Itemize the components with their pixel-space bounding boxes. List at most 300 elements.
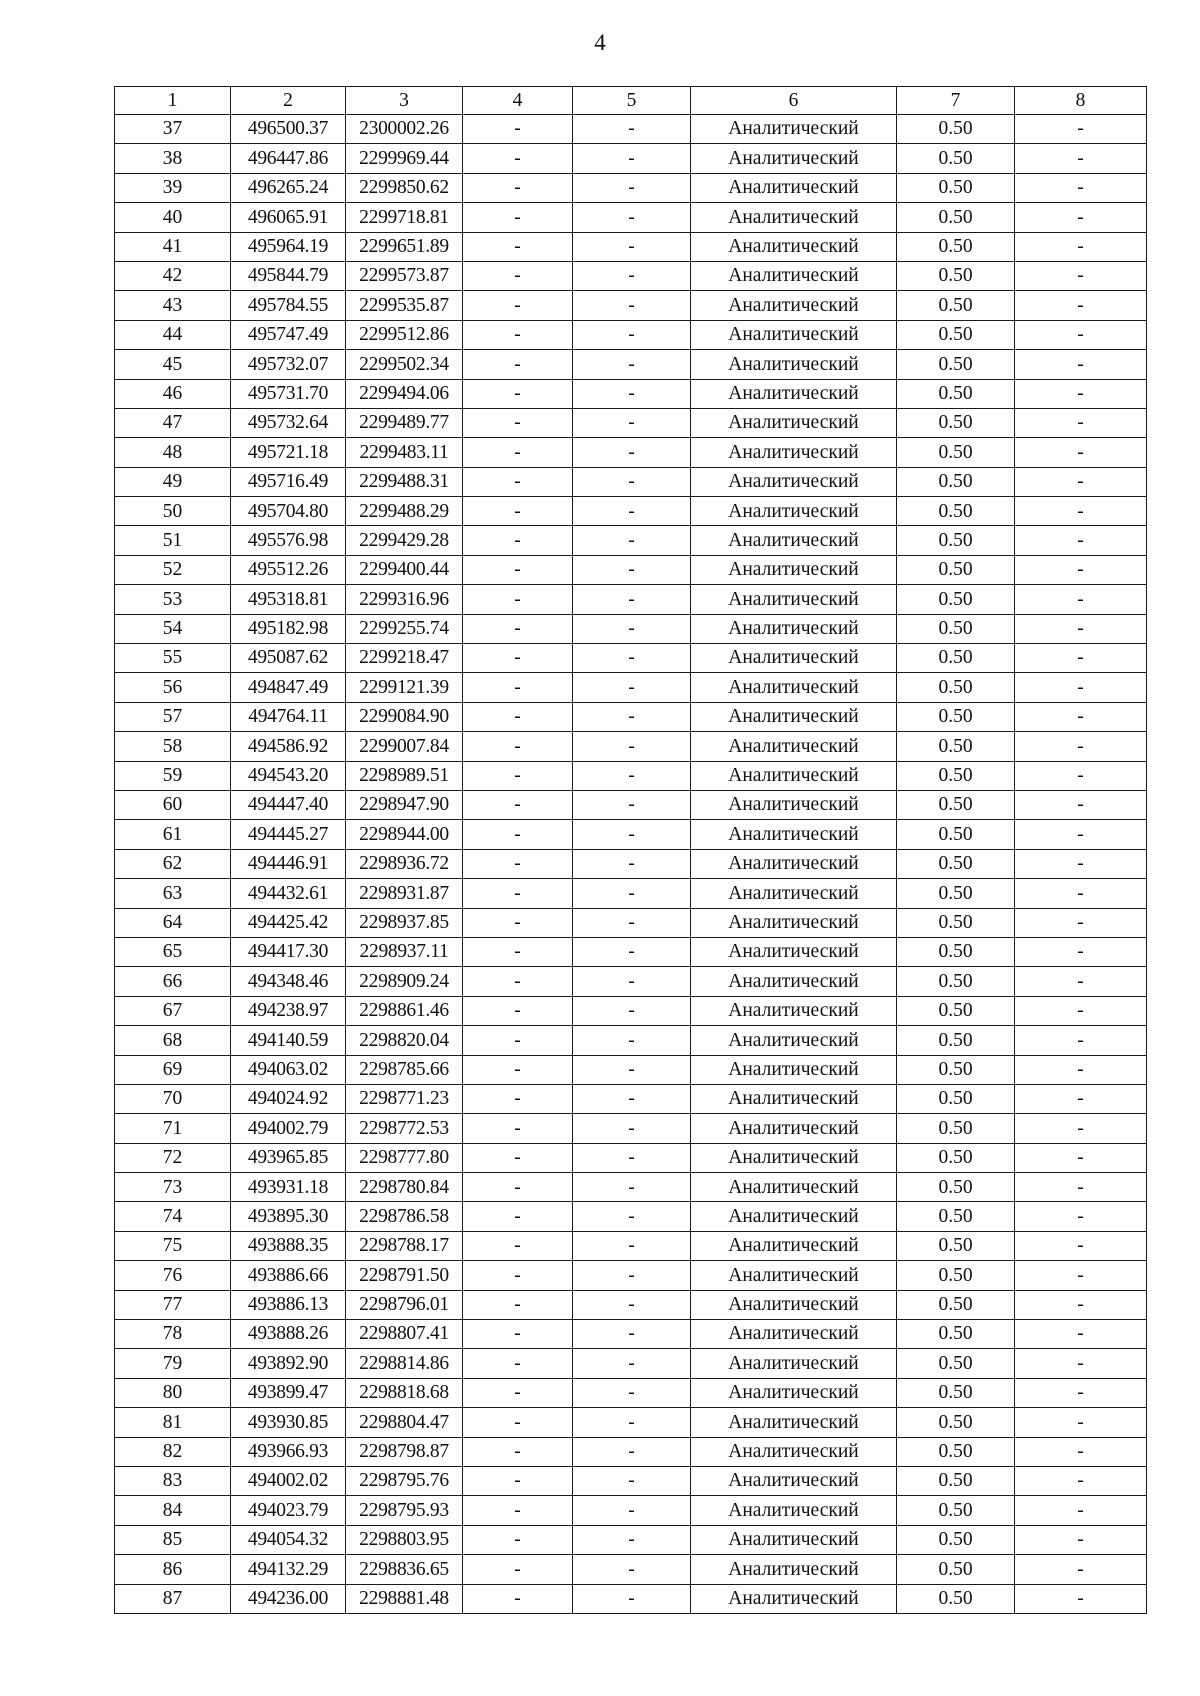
accuracy-cell: 0.50 <box>897 849 1015 878</box>
table-row <box>115 379 1147 408</box>
column-5-cell: - <box>573 614 691 643</box>
column-5-cell: - <box>573 1055 691 1084</box>
column-5-cell: - <box>573 1437 691 1466</box>
y-coordinate-cell: 2299502.34 <box>346 350 463 379</box>
column-5-cell: - <box>573 820 691 849</box>
x-coordinate-cell: 495318.81 <box>231 585 346 614</box>
point-number-cell: 41 <box>115 232 231 261</box>
column-8-cell: - <box>1015 320 1147 349</box>
x-coordinate-cell: 495721.18 <box>231 438 346 467</box>
column-5-cell: - <box>573 1026 691 1055</box>
x-coordinate-cell: 495784.55 <box>231 291 346 320</box>
column-5-cell: - <box>573 379 691 408</box>
column-8-cell: - <box>1015 1114 1147 1143</box>
method-cell: Аналитический <box>691 644 897 673</box>
point-number-cell: 87 <box>115 1584 231 1613</box>
header-cell-2: 2 <box>231 87 346 115</box>
table-row <box>115 1555 1147 1584</box>
x-coordinate-cell: 494447.40 <box>231 790 346 819</box>
accuracy-cell: 0.50 <box>897 1084 1015 1113</box>
x-coordinate-cell: 494236.00 <box>231 1584 346 1613</box>
x-coordinate-cell: 493965.85 <box>231 1143 346 1172</box>
column-8-cell: - <box>1015 1026 1147 1055</box>
column-8-cell: - <box>1015 1525 1147 1554</box>
accuracy-cell: 0.50 <box>897 732 1015 761</box>
accuracy-cell: 0.50 <box>897 261 1015 290</box>
point-number-cell: 76 <box>115 1261 231 1290</box>
accuracy-cell: 0.50 <box>897 1231 1015 1260</box>
table-row <box>115 1114 1147 1143</box>
column-4-cell: - <box>463 585 573 614</box>
point-number-cell: 70 <box>115 1084 231 1113</box>
method-cell: Аналитический <box>691 1143 897 1172</box>
column-5-cell: - <box>573 261 691 290</box>
method-cell: Аналитический <box>691 1026 897 1055</box>
table-row <box>115 790 1147 819</box>
table-row <box>115 115 1147 144</box>
accuracy-cell: 0.50 <box>897 555 1015 584</box>
column-5-cell: - <box>573 203 691 232</box>
table-row <box>115 1290 1147 1319</box>
x-coordinate-cell: 496065.91 <box>231 203 346 232</box>
column-5-cell: - <box>573 1408 691 1437</box>
column-8-cell: - <box>1015 673 1147 702</box>
x-coordinate-cell: 494445.27 <box>231 820 346 849</box>
y-coordinate-cell: 2299483.11 <box>346 438 463 467</box>
column-4-cell: - <box>463 614 573 643</box>
table-row <box>115 937 1147 966</box>
accuracy-cell: 0.50 <box>897 291 1015 320</box>
table-header-row <box>115 87 1147 115</box>
x-coordinate-cell: 494132.29 <box>231 1555 346 1584</box>
column-5-cell: - <box>573 1496 691 1525</box>
y-coordinate-cell: 2298795.76 <box>346 1466 463 1495</box>
point-number-cell: 38 <box>115 144 231 173</box>
x-coordinate-cell: 494446.91 <box>231 849 346 878</box>
table-row <box>115 526 1147 555</box>
method-cell: Аналитический <box>691 1496 897 1525</box>
table-row <box>115 1437 1147 1466</box>
column-8-cell: - <box>1015 144 1147 173</box>
column-4-cell: - <box>463 379 573 408</box>
method-cell: Аналитический <box>691 1466 897 1495</box>
y-coordinate-cell: 2298804.47 <box>346 1408 463 1437</box>
column-5-cell: - <box>573 1466 691 1495</box>
method-cell: Аналитический <box>691 497 897 526</box>
accuracy-cell: 0.50 <box>897 1026 1015 1055</box>
table-row <box>115 820 1147 849</box>
column-8-cell: - <box>1015 1261 1147 1290</box>
column-8-cell: - <box>1015 614 1147 643</box>
column-4-cell: - <box>463 1496 573 1525</box>
column-8-cell: - <box>1015 879 1147 908</box>
point-number-cell: 66 <box>115 967 231 996</box>
column-4-cell: - <box>463 1584 573 1613</box>
method-cell: Аналитический <box>691 967 897 996</box>
x-coordinate-cell: 494002.79 <box>231 1114 346 1143</box>
header-cell-4: 4 <box>463 87 573 115</box>
column-4-cell: - <box>463 967 573 996</box>
column-5-cell: - <box>573 467 691 496</box>
column-5-cell: - <box>573 790 691 819</box>
column-4-cell: - <box>463 1231 573 1260</box>
table-row <box>115 879 1147 908</box>
column-4-cell: - <box>463 1261 573 1290</box>
y-coordinate-cell: 2298798.87 <box>346 1437 463 1466</box>
accuracy-cell: 0.50 <box>897 967 1015 996</box>
y-coordinate-cell: 2300002.26 <box>346 115 463 144</box>
column-4-cell: - <box>463 526 573 555</box>
column-8-cell: - <box>1015 702 1147 731</box>
table-row <box>115 673 1147 702</box>
table-row <box>115 261 1147 290</box>
column-8-cell: - <box>1015 1496 1147 1525</box>
method-cell: Аналитический <box>691 1202 897 1231</box>
column-8-cell: - <box>1015 585 1147 614</box>
x-coordinate-cell: 494054.32 <box>231 1525 346 1554</box>
point-number-cell: 39 <box>115 173 231 202</box>
column-4-cell: - <box>463 115 573 144</box>
x-coordinate-cell: 494238.97 <box>231 996 346 1025</box>
point-number-cell: 49 <box>115 467 231 496</box>
accuracy-cell: 0.50 <box>897 996 1015 1025</box>
column-4-cell: - <box>463 291 573 320</box>
accuracy-cell: 0.50 <box>897 1143 1015 1172</box>
accuracy-cell: 0.50 <box>897 1408 1015 1437</box>
method-cell: Аналитический <box>691 261 897 290</box>
y-coordinate-cell: 2298796.01 <box>346 1290 463 1319</box>
column-5-cell: - <box>573 115 691 144</box>
y-coordinate-cell: 2298881.48 <box>346 1584 463 1613</box>
y-coordinate-cell: 2299489.77 <box>346 408 463 437</box>
x-coordinate-cell: 495704.80 <box>231 497 346 526</box>
table-row <box>115 908 1147 937</box>
accuracy-cell: 0.50 <box>897 1320 1015 1349</box>
x-coordinate-cell: 494847.49 <box>231 673 346 702</box>
column-4-cell: - <box>463 996 573 1025</box>
column-8-cell: - <box>1015 497 1147 526</box>
table-row <box>115 614 1147 643</box>
column-8-cell: - <box>1015 1143 1147 1172</box>
column-8-cell: - <box>1015 790 1147 819</box>
column-5-cell: - <box>573 1525 691 1554</box>
x-coordinate-cell: 493888.35 <box>231 1231 346 1260</box>
column-4-cell: - <box>463 937 573 966</box>
column-4-cell: - <box>463 673 573 702</box>
column-4-cell: - <box>463 1525 573 1554</box>
table-row <box>115 408 1147 437</box>
column-4-cell: - <box>463 232 573 261</box>
column-4-cell: - <box>463 438 573 467</box>
table-row <box>115 1261 1147 1290</box>
column-5-cell: - <box>573 555 691 584</box>
point-number-cell: 52 <box>115 555 231 584</box>
table-row <box>115 1408 1147 1437</box>
method-cell: Аналитический <box>691 1437 897 1466</box>
accuracy-cell: 0.50 <box>897 526 1015 555</box>
column-4-cell: - <box>463 173 573 202</box>
accuracy-cell: 0.50 <box>897 908 1015 937</box>
x-coordinate-cell: 495182.98 <box>231 614 346 643</box>
column-8-cell: - <box>1015 1437 1147 1466</box>
column-4-cell: - <box>463 820 573 849</box>
x-coordinate-cell: 496447.86 <box>231 144 346 173</box>
point-number-cell: 86 <box>115 1555 231 1584</box>
column-5-cell: - <box>573 937 691 966</box>
x-coordinate-cell: 493899.47 <box>231 1378 346 1407</box>
column-8-cell: - <box>1015 644 1147 673</box>
accuracy-cell: 0.50 <box>897 1496 1015 1525</box>
point-number-cell: 45 <box>115 350 231 379</box>
accuracy-cell: 0.50 <box>897 232 1015 261</box>
column-8-cell: - <box>1015 232 1147 261</box>
y-coordinate-cell: 2298803.95 <box>346 1525 463 1554</box>
column-8-cell: - <box>1015 1320 1147 1349</box>
y-coordinate-cell: 2298861.46 <box>346 996 463 1025</box>
point-number-cell: 67 <box>115 996 231 1025</box>
x-coordinate-cell: 495087.62 <box>231 644 346 673</box>
accuracy-cell: 0.50 <box>897 203 1015 232</box>
x-coordinate-cell: 493886.13 <box>231 1290 346 1319</box>
point-number-cell: 53 <box>115 585 231 614</box>
method-cell: Аналитический <box>691 790 897 819</box>
x-coordinate-cell: 494764.11 <box>231 702 346 731</box>
accuracy-cell: 0.50 <box>897 673 1015 702</box>
y-coordinate-cell: 2298771.23 <box>346 1084 463 1113</box>
table-row <box>115 144 1147 173</box>
accuracy-cell: 0.50 <box>897 1290 1015 1319</box>
y-coordinate-cell: 2298989.51 <box>346 761 463 790</box>
table-row <box>115 996 1147 1025</box>
column-4-cell: - <box>463 203 573 232</box>
accuracy-cell: 0.50 <box>897 379 1015 408</box>
y-coordinate-cell: 2299535.87 <box>346 291 463 320</box>
x-coordinate-cell: 493895.30 <box>231 1202 346 1231</box>
method-cell: Аналитический <box>691 937 897 966</box>
header-cell-6: 6 <box>691 87 897 115</box>
column-5-cell: - <box>573 702 691 731</box>
column-8-cell: - <box>1015 173 1147 202</box>
column-5-cell: - <box>573 996 691 1025</box>
column-8-cell: - <box>1015 408 1147 437</box>
table-row <box>115 1320 1147 1349</box>
method-cell: Аналитический <box>691 849 897 878</box>
method-cell: Аналитический <box>691 203 897 232</box>
x-coordinate-cell: 494348.46 <box>231 967 346 996</box>
point-number-cell: 61 <box>115 820 231 849</box>
table-row <box>115 702 1147 731</box>
column-8-cell: - <box>1015 1555 1147 1584</box>
point-number-cell: 59 <box>115 761 231 790</box>
point-number-cell: 84 <box>115 1496 231 1525</box>
x-coordinate-cell: 493888.26 <box>231 1320 346 1349</box>
point-number-cell: 40 <box>115 203 231 232</box>
column-5-cell: - <box>573 761 691 790</box>
accuracy-cell: 0.50 <box>897 408 1015 437</box>
accuracy-cell: 0.50 <box>897 1349 1015 1378</box>
column-8-cell: - <box>1015 526 1147 555</box>
column-4-cell: - <box>463 467 573 496</box>
point-number-cell: 74 <box>115 1202 231 1231</box>
column-8-cell: - <box>1015 379 1147 408</box>
point-number-cell: 54 <box>115 614 231 643</box>
y-coordinate-cell: 2299718.81 <box>346 203 463 232</box>
column-8-cell: - <box>1015 291 1147 320</box>
column-4-cell: - <box>463 908 573 937</box>
y-coordinate-cell: 2299316.96 <box>346 585 463 614</box>
method-cell: Аналитический <box>691 702 897 731</box>
column-4-cell: - <box>463 1026 573 1055</box>
method-cell: Аналитический <box>691 526 897 555</box>
column-5-cell: - <box>573 408 691 437</box>
table-row <box>115 1525 1147 1554</box>
column-5-cell: - <box>573 1378 691 1407</box>
accuracy-cell: 0.50 <box>897 614 1015 643</box>
y-coordinate-cell: 2298777.80 <box>346 1143 463 1172</box>
table-row <box>115 644 1147 673</box>
x-coordinate-cell: 494425.42 <box>231 908 346 937</box>
point-number-cell: 43 <box>115 291 231 320</box>
y-coordinate-cell: 2298788.17 <box>346 1231 463 1260</box>
column-4-cell: - <box>463 702 573 731</box>
point-number-cell: 48 <box>115 438 231 467</box>
y-coordinate-cell: 2299969.44 <box>346 144 463 173</box>
column-5-cell: - <box>573 1261 691 1290</box>
column-5-cell: - <box>573 1173 691 1202</box>
x-coordinate-cell: 494023.79 <box>231 1496 346 1525</box>
column-5-cell: - <box>573 732 691 761</box>
method-cell: Аналитический <box>691 614 897 643</box>
column-5-cell: - <box>573 1084 691 1113</box>
x-coordinate-cell: 496500.37 <box>231 115 346 144</box>
table-row <box>115 761 1147 790</box>
method-cell: Аналитический <box>691 379 897 408</box>
table-row <box>115 291 1147 320</box>
column-4-cell: - <box>463 644 573 673</box>
y-coordinate-cell: 2298785.66 <box>346 1055 463 1084</box>
column-4-cell: - <box>463 1055 573 1084</box>
column-8-cell: - <box>1015 1231 1147 1260</box>
column-5-cell: - <box>573 144 691 173</box>
column-8-cell: - <box>1015 908 1147 937</box>
column-8-cell: - <box>1015 1349 1147 1378</box>
accuracy-cell: 0.50 <box>897 1173 1015 1202</box>
coordinates-table <box>114 86 1147 1614</box>
y-coordinate-cell: 2298909.24 <box>346 967 463 996</box>
method-cell: Аналитический <box>691 1584 897 1613</box>
column-4-cell: - <box>463 879 573 908</box>
table-row <box>115 1055 1147 1084</box>
x-coordinate-cell: 493966.93 <box>231 1437 346 1466</box>
table-row <box>115 1584 1147 1613</box>
column-4-cell: - <box>463 732 573 761</box>
table-row <box>115 1143 1147 1172</box>
method-cell: Аналитический <box>691 820 897 849</box>
accuracy-cell: 0.50 <box>897 115 1015 144</box>
column-5-cell: - <box>573 291 691 320</box>
x-coordinate-cell: 494063.02 <box>231 1055 346 1084</box>
y-coordinate-cell: 2299850.62 <box>346 173 463 202</box>
column-5-cell: - <box>573 1320 691 1349</box>
table-row <box>115 350 1147 379</box>
y-coordinate-cell: 2298944.00 <box>346 820 463 849</box>
point-number-cell: 57 <box>115 702 231 731</box>
header-cell-7: 7 <box>897 87 1015 115</box>
accuracy-cell: 0.50 <box>897 937 1015 966</box>
x-coordinate-cell: 494140.59 <box>231 1026 346 1055</box>
method-cell: Аналитический <box>691 438 897 467</box>
column-4-cell: - <box>463 261 573 290</box>
point-number-cell: 80 <box>115 1378 231 1407</box>
point-number-cell: 71 <box>115 1114 231 1143</box>
y-coordinate-cell: 2299084.90 <box>346 702 463 731</box>
column-4-cell: - <box>463 408 573 437</box>
column-8-cell: - <box>1015 261 1147 290</box>
x-coordinate-cell: 495964.19 <box>231 232 346 261</box>
point-number-cell: 78 <box>115 1320 231 1349</box>
column-5-cell: - <box>573 908 691 937</box>
table-row <box>115 1231 1147 1260</box>
column-5-cell: - <box>573 526 691 555</box>
point-number-cell: 46 <box>115 379 231 408</box>
accuracy-cell: 0.50 <box>897 820 1015 849</box>
accuracy-cell: 0.50 <box>897 467 1015 496</box>
x-coordinate-cell: 495844.79 <box>231 261 346 290</box>
column-5-cell: - <box>573 1349 691 1378</box>
column-5-cell: - <box>573 1143 691 1172</box>
accuracy-cell: 0.50 <box>897 761 1015 790</box>
column-4-cell: - <box>463 350 573 379</box>
column-5-cell: - <box>573 1290 691 1319</box>
point-number-cell: 72 <box>115 1143 231 1172</box>
y-coordinate-cell: 2298937.11 <box>346 937 463 966</box>
column-5-cell: - <box>573 1584 691 1613</box>
y-coordinate-cell: 2299488.29 <box>346 497 463 526</box>
column-8-cell: - <box>1015 967 1147 996</box>
point-number-cell: 77 <box>115 1290 231 1319</box>
column-4-cell: - <box>463 761 573 790</box>
column-8-cell: - <box>1015 555 1147 584</box>
method-cell: Аналитический <box>691 1084 897 1113</box>
column-8-cell: - <box>1015 1202 1147 1231</box>
method-cell: Аналитический <box>691 996 897 1025</box>
y-coordinate-cell: 2298931.87 <box>346 879 463 908</box>
method-cell: Аналитический <box>691 467 897 496</box>
column-5-cell: - <box>573 438 691 467</box>
table-row <box>115 467 1147 496</box>
point-number-cell: 51 <box>115 526 231 555</box>
column-4-cell: - <box>463 1437 573 1466</box>
method-cell: Аналитический <box>691 555 897 584</box>
point-number-cell: 82 <box>115 1437 231 1466</box>
table-row <box>115 1496 1147 1525</box>
y-coordinate-cell: 2298786.58 <box>346 1202 463 1231</box>
column-4-cell: - <box>463 1555 573 1584</box>
column-4-cell: - <box>463 1466 573 1495</box>
column-8-cell: - <box>1015 1466 1147 1495</box>
header-cell-3: 3 <box>346 87 463 115</box>
point-number-cell: 79 <box>115 1349 231 1378</box>
point-number-cell: 81 <box>115 1408 231 1437</box>
header-cell-1: 1 <box>115 87 231 115</box>
column-8-cell: - <box>1015 467 1147 496</box>
table-row <box>115 585 1147 614</box>
method-cell: Аналитический <box>691 1408 897 1437</box>
column-5-cell: - <box>573 585 691 614</box>
method-cell: Аналитический <box>691 1349 897 1378</box>
y-coordinate-cell: 2299218.47 <box>346 644 463 673</box>
method-cell: Аналитический <box>691 408 897 437</box>
